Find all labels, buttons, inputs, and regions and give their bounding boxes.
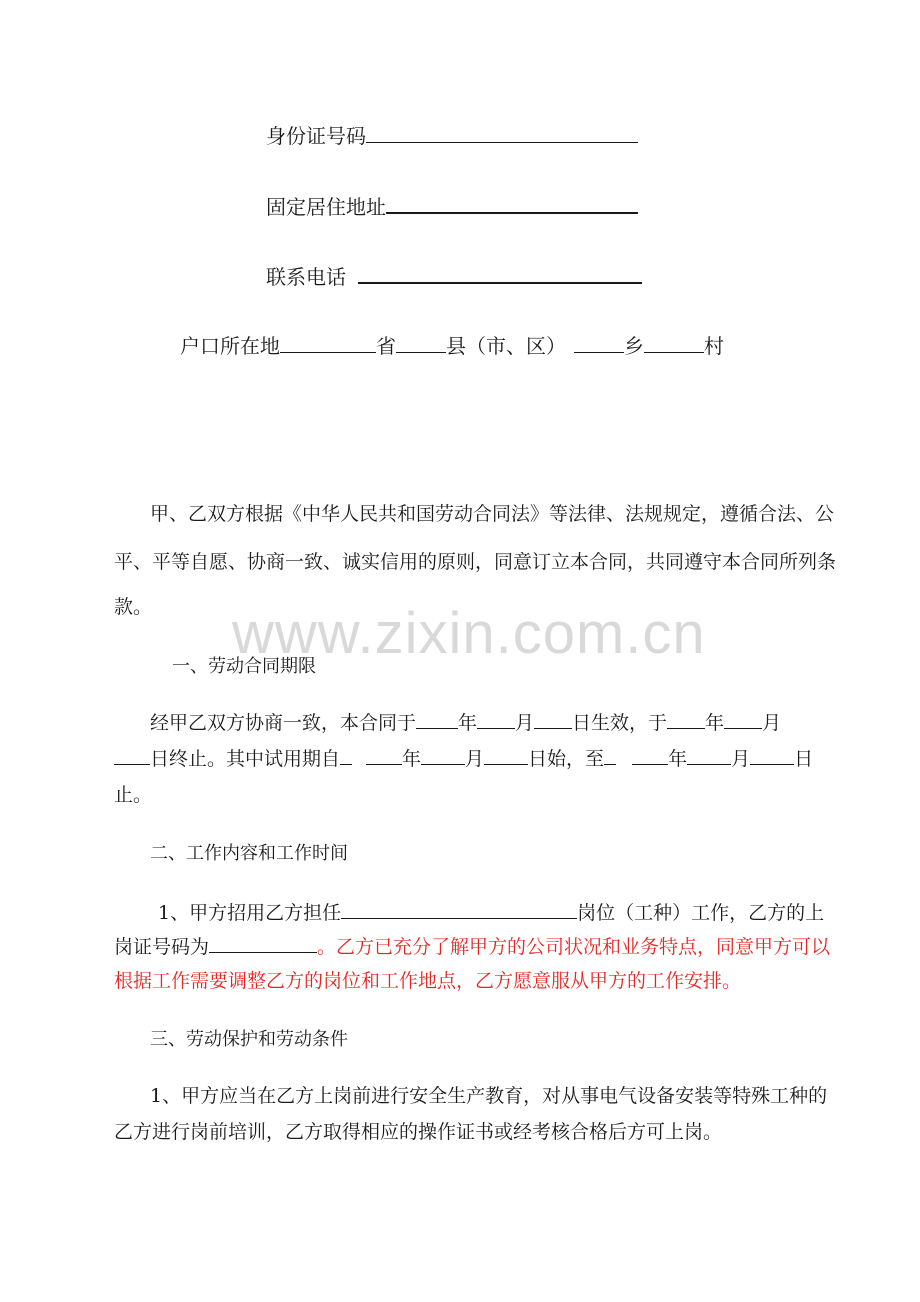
- address-label: 固定居住地址: [266, 195, 386, 219]
- month-unit: 月: [465, 748, 485, 770]
- county-blank[interactable]: [396, 334, 446, 353]
- watermark: www.zixin.com.cn: [232, 601, 706, 666]
- job-position-text: 1、甲方招用乙方担任: [158, 902, 342, 924]
- start-day-blank[interactable]: [534, 710, 572, 729]
- day-unit: 日: [794, 748, 814, 770]
- id-number-blank[interactable]: [366, 124, 638, 143]
- intro-line-3: 款。: [114, 596, 153, 618]
- end-year-blank[interactable]: [667, 710, 705, 729]
- probation-start-year-blank[interactable]: [366, 746, 402, 765]
- term-start-text: 经甲乙双方协商一致，本合同于: [150, 712, 417, 734]
- month-unit: 月: [762, 712, 782, 734]
- job-position-suffix: 岗位（工种）工作，乙方的上: [577, 902, 825, 924]
- start-year-blank[interactable]: [416, 710, 458, 729]
- phone-row: [266, 264, 642, 289]
- address-blank[interactable]: [386, 194, 638, 214]
- section1-title: 一、劳动合同期限: [172, 656, 316, 677]
- section3-line-1: 1、甲方应当在乙方上岗前进行安全生产教育，对从事电气设备安装等特殊工种的: [150, 1085, 828, 1107]
- probation-start-blank-a[interactable]: [340, 746, 352, 765]
- hukou-label: 户口所在地: [180, 334, 280, 358]
- probation-end-blank-a[interactable]: [604, 746, 616, 765]
- province-blank[interactable]: [280, 334, 376, 353]
- year-unit: 年: [458, 712, 478, 734]
- section1-line-1: [150, 710, 781, 735]
- section2-line-2: [114, 934, 830, 959]
- village-blank[interactable]: [644, 334, 704, 353]
- year-unit: 年: [668, 748, 688, 770]
- probation-end-year-blank[interactable]: [632, 746, 668, 765]
- end-month-blank[interactable]: [724, 710, 762, 729]
- probation-end-text: 日始，至: [528, 748, 605, 770]
- hukou-row: [180, 334, 724, 358]
- phone-label: 联系电话: [266, 265, 346, 289]
- start-month-blank[interactable]: [477, 710, 515, 729]
- month-unit: 月: [731, 748, 751, 770]
- adjustment-clause-b: 根据工作需要调整乙方的岗位和工作地点，乙方愿意服从甲方的工作安排。: [114, 970, 742, 992]
- intro-line-2: 平、平等自愿、协商一致、诚实信用的原则，同意订立本合同，共同遵守本合同所列条: [114, 551, 837, 573]
- section2-line-1: [158, 900, 824, 925]
- year-unit: 年: [402, 748, 422, 770]
- id-number-row: [266, 124, 638, 148]
- section3-line-2: 乙方进行岗前培训，乙方取得相应的操作证书或经考核合格后方可上岗。: [114, 1121, 723, 1143]
- township-blank[interactable]: [574, 334, 624, 353]
- end-day-blank[interactable]: [114, 746, 150, 765]
- probation-start-day-blank[interactable]: [484, 746, 528, 765]
- village-label: 村: [704, 334, 724, 358]
- county-label: 县（市、区）: [446, 334, 566, 358]
- probation-end-day-blank[interactable]: [750, 746, 794, 765]
- section2-title: 二、工作内容和工作时间: [150, 843, 348, 864]
- section3-title: 三、劳动保护和劳动条件: [150, 1029, 348, 1050]
- phone-blank[interactable]: [358, 264, 642, 284]
- year-unit: 年: [705, 712, 725, 734]
- month-unit: 月: [515, 712, 535, 734]
- township-label: 乡: [624, 334, 644, 358]
- adjustment-clause-a: 。乙方已充分了解甲方的公司状况和业务特点，同意甲方可以: [317, 936, 831, 958]
- probation-start-month-blank[interactable]: [421, 746, 465, 765]
- address-row: [266, 194, 638, 219]
- cert-number-text: 岗证号码为: [114, 936, 210, 958]
- id-number-label: 身份证号码: [266, 124, 366, 148]
- job-position-blank[interactable]: [341, 900, 577, 919]
- province-label: 省: [376, 334, 396, 358]
- probation-end-month-blank[interactable]: [687, 746, 731, 765]
- term-end-text: 日生效，于: [572, 712, 668, 734]
- section1-line-3: 止。: [114, 784, 153, 806]
- probation-start-text: 日终止。其中试用期自: [150, 748, 341, 770]
- intro-line-1: 甲、乙双方根据《中华人民共和国劳动合同法》等法律、法规规定，遵循合法、公: [150, 503, 835, 525]
- section1-line-2: [114, 746, 813, 771]
- cert-number-blank[interactable]: [209, 934, 317, 953]
